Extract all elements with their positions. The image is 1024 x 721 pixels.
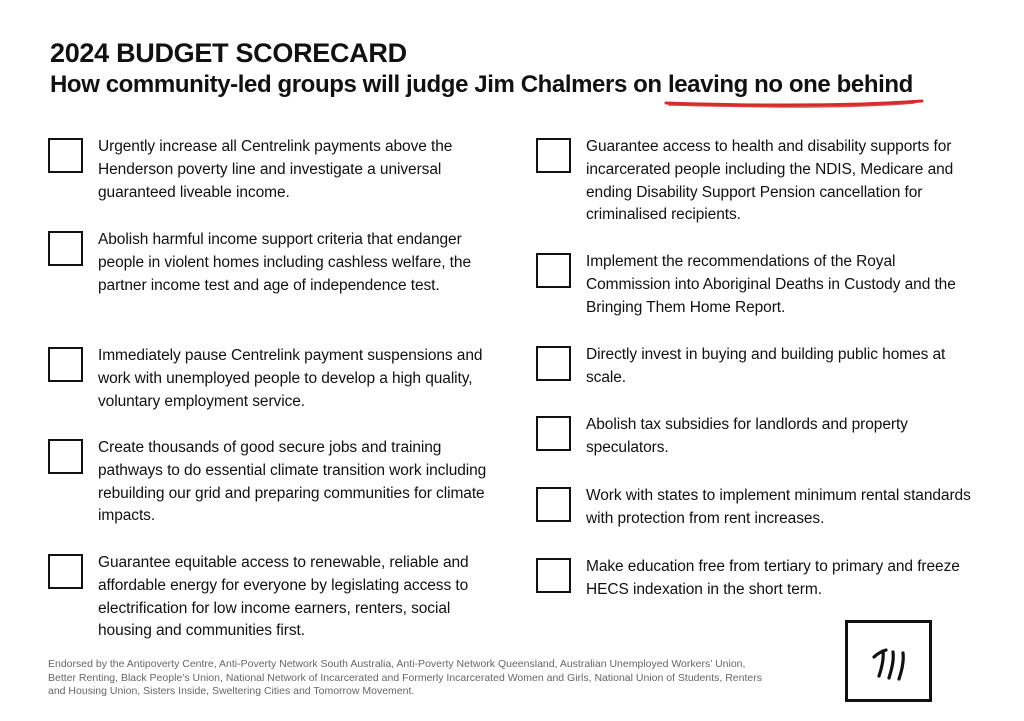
- scorecard-item-text: Abolish harmful income support criteria that endanger people in violent homes including cashless welfare, the partner income test and age of independence test.: [98, 231, 471, 294]
- scorecard-item-text: Immediately pause Centrelink payment suspensions and work with unemployed people to develop a high quality, voluntary employment service.: [98, 347, 483, 410]
- empty-checkbox-icon[interactable]: [48, 439, 83, 474]
- empty-checkbox-icon[interactable]: [536, 138, 571, 173]
- scorecard-item-text: Create thousands of good secure jobs and training pathways to do essential climate transition work including rebuilding our grid and preparing communities for climate impacts.: [98, 439, 487, 525]
- subtitle-highlight: leaving no one behind: [667, 71, 913, 98]
- empty-checkbox-icon[interactable]: [536, 558, 571, 593]
- scorecard-item-text: Work with states to implement minimum rental standards with protection from rent increases.: [586, 487, 971, 527]
- scorecard-header: [50, 38, 990, 100]
- scorecard-item-text: Guarantee equitable access to renewable, reliable and affordable energy for everyone by legislating access to electrification for low income earners, renters, social housing and communities first.: [98, 554, 469, 640]
- page-subtitle: [50, 70, 990, 100]
- empty-checkbox-icon[interactable]: [536, 487, 571, 522]
- empty-checkbox-icon[interactable]: [536, 253, 571, 288]
- tally-mark-logo-icon: [866, 639, 914, 687]
- scorecard-item-text: Implement the recommendations of the Royal Commission into Aboriginal Deaths in Custody and the Bringing Them Home Report.: [586, 253, 956, 316]
- scorecard-item-text: Urgently increase all Centrelink payments above the Henderson poverty line and investigate a universal guaranteed liveable income.: [98, 138, 453, 201]
- subtitle-prefix: How community-led groups will judge Jim Chalmers on: [50, 71, 668, 98]
- empty-checkbox-icon[interactable]: [48, 231, 83, 266]
- tally-mark-logo-icon: [845, 620, 932, 702]
- empty-checkbox-icon[interactable]: [48, 138, 83, 173]
- scorecard-item-text: Guarantee access to health and disability supports for incarcerated people including the NDIS, Medicare and ending Disability Support Pension cancellation for criminalised recipients.: [586, 138, 954, 224]
- empty-checkbox-icon[interactable]: [48, 347, 83, 382]
- scorecard-item-text: Abolish tax subsidies for landlords and property speculators.: [586, 416, 908, 456]
- empty-checkbox-icon[interactable]: [48, 554, 83, 589]
- empty-checkbox-icon[interactable]: [536, 346, 571, 381]
- subtitle-highlight-wrapper: [668, 70, 913, 100]
- scorecard-item-text: Make education free from tertiary to primary and freeze HECS indexation in the short term.: [586, 558, 960, 598]
- page-title: 2024 BUDGET SCORECARD: [50, 38, 407, 68]
- endorsement-footer: Endorsed by the Antipoverty Centre, Anti-Poverty Network South Australia, Anti-Poverty Network Queensland, Australian Unemployed Workers’ Union, Better Renting, Black People’s Union, National Network of Incarcerated and Formerly Incarcerated Women and Girls, National Union of Students, Renters and Housing Union, Sisters Inside, Sweltering Cities and Tomorrow Movement.: [48, 658, 762, 698]
- scorecard-item-text: Directly invest in buying and building public homes at scale.: [586, 346, 946, 386]
- empty-checkbox-icon[interactable]: [536, 416, 571, 451]
